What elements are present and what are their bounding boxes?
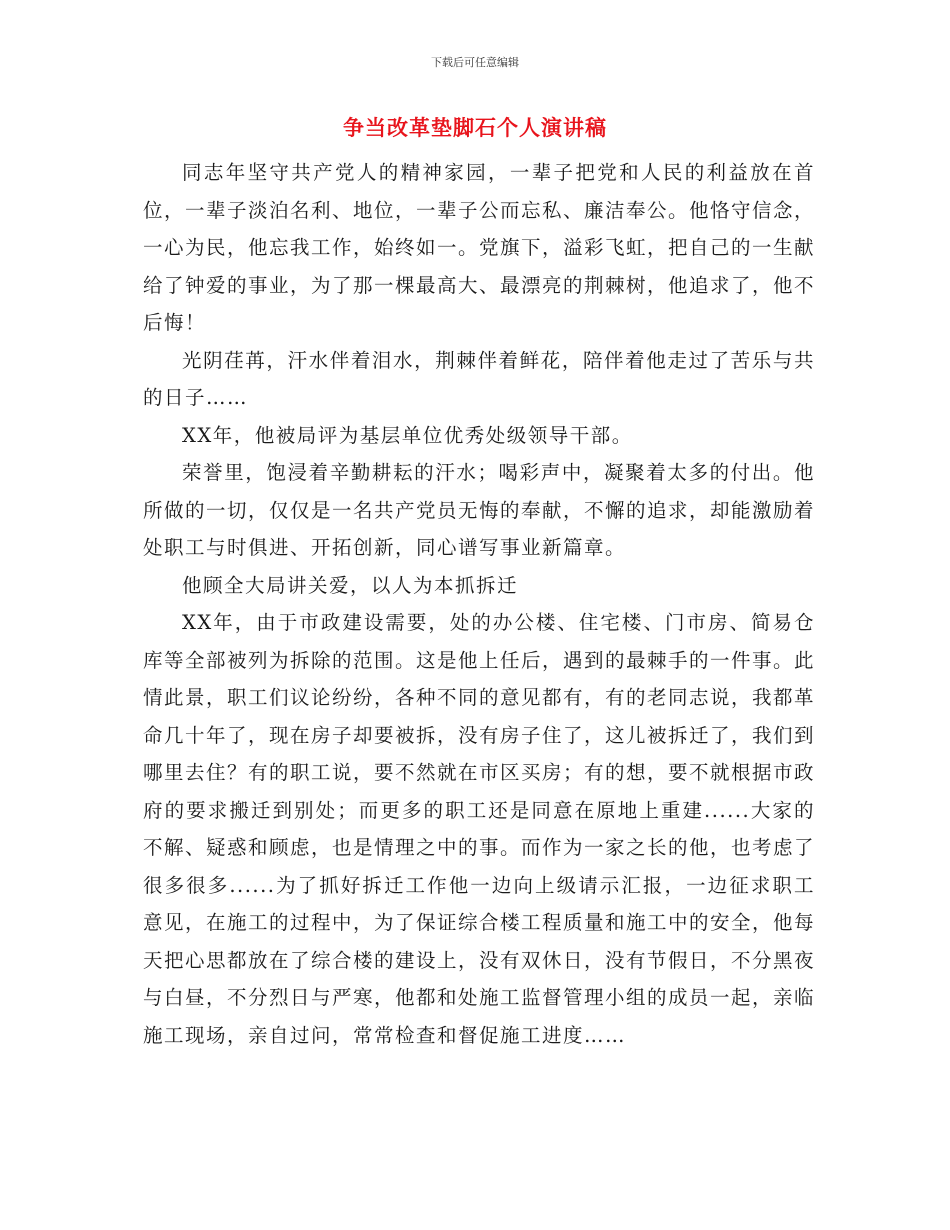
paragraph: 同志年坚守共产党人的精神家园，一辈子把党和人民的利益放在首位，一辈子淡泊名利、地位，一辈子公而忘私、廉洁奉公。他恪守信念，一心为民，他忘我工作，始终如一。党旗下，溢彩飞虹，把自己的一生献给了钟爱的事业，为了那一棵最高大、最漂亮的荆棘树，他追求了，他不后悔！: [143, 161, 816, 334]
document-body: [143, 154, 815, 1054]
paragraph: XX年，他被局评为基层单位优秀处级领导干部。: [182, 423, 633, 447]
paragraph: XX年，由于市政建设需要，处的办公楼、住宅楼、门市房、简易仓库等全部被列为拆除的范围。这是他上任后，遇到的最棘手的一件事。此情此景，职工们议论纷纷，各种不同的意见都有，有的老同志说，我都革命几十年了，现在房子却要被拆，没有房子住了，这儿被拆迁了，我们到哪里去住？有的职工说，要不然就在市区买房；有的想，要不就根据市政府的要求搬迁到别处；而更多的职工还是同意在原地上重建......大家的不解、疑惑和顾虑，也是情理之中的事。而作为一家之长的他，也考虑了很多很多......为了抓好拆迁工作他一边向上级请示汇报，一边征求职工意见，在施工的过程中，为了保证综合楼工程质量和施工中的安全，他每天把心思都放在了综合楼的建设上，没有双休日，没有节假日，不分黑夜与白昼，不分烈日与严寒，他都和处施工监督管理小组的成员一起，亲临施工现场，亲自过问，常常检查和督促施工进度……: [143, 611, 816, 1047]
paragraph-subheading: 他顾全大局讲关爱，以人为本抓拆迁: [182, 573, 519, 597]
paragraph: 荣誉里，饱浸着辛勤耕耘的汗水；喝彩声中，凝聚着太多的付出。他所做的一切，仅仅是一名共产党员无悔的奉献，不懈的追求，却能激励着处职工与时俱进、开拓创新，同心谱写事业新篇章。: [143, 461, 816, 559]
document-title: 争当改革垫脚石个人演讲稿: [343, 116, 607, 140]
paragraph: 光阴荏苒，汗水伴着泪水，荆棘伴着鲜花，陪伴着他走过了苦乐与共的日子……: [143, 348, 815, 409]
header-note: 下载后可任意编辑: [431, 56, 519, 69]
